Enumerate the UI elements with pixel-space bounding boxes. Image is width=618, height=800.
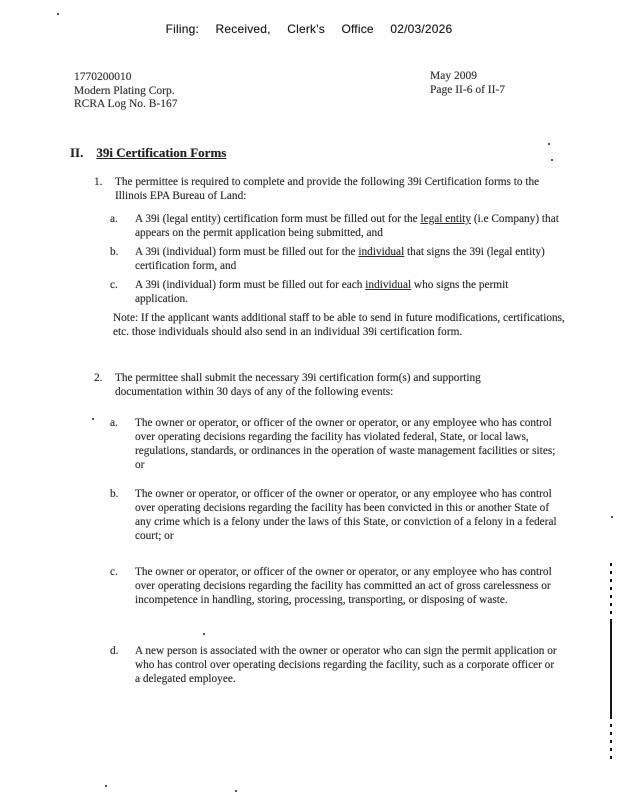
filing-stamp: Filing: Received, Clerk's Office 02/03/2026 <box>165 22 453 36</box>
list-item-1b <box>110 245 562 273</box>
page-number: Page II-6 of II-7 <box>430 83 506 96</box>
company-name: Modern Plating Corp. <box>74 84 175 97</box>
list-item-1b-letter: b. <box>110 246 119 258</box>
scan-speck <box>105 785 107 787</box>
list-item-2a-text: The owner or operator, or officer of the owner or operator, or any employee who has control over operating decisions regarding the facility has violated federal, State, or local laws, regulations, standards, or ordinances in the operation of waste management facilities or sites; or <box>135 417 556 471</box>
rcra-log-number: RCRA Log No. B-167 <box>74 98 178 110</box>
list-item-2a <box>110 416 562 472</box>
scan-speck <box>235 790 237 792</box>
list-item-2c <box>110 565 562 607</box>
list-item-2d-letter: d. <box>110 645 119 657</box>
list-item-1a-text: A 39i (legal entity) certification form must be filled out for the legal entity (i.e Company) that appears on the permit application being submitted, and <box>135 213 559 239</box>
list-item-1a <box>110 212 562 240</box>
section-title: 39i Certification Forms <box>96 145 227 160</box>
list-item-2 <box>94 371 554 399</box>
permit-number: 1770200010 <box>74 71 132 83</box>
list-item-1c-letter: c. <box>110 279 118 291</box>
scan-artifact-line <box>610 563 612 620</box>
list-item-2b-letter: b. <box>110 488 119 500</box>
list-item-1b-text: A 39i (individual) form must be filled out for the individual that signs the 39i (legal entity) certification form, and <box>135 246 545 272</box>
scan-speck <box>92 418 94 420</box>
list-item-1-text: The permittee is required to complete and provide the following 39i Certification forms to the Illinois EPA Bureau of Land: <box>115 176 540 202</box>
list-item-2-text: The permittee shall submit the necessary 39i certification form(s) and supporting documentation within 30 days of any of the following events: <box>115 372 481 398</box>
list-item-1c-text: A 39i (individual) form must be filled out for each individual who signs the permit application. <box>135 279 509 305</box>
list-item-2d-text: A new person is associated with the owner or operator who can sign the permit application or who has control over operating decisions regarding the facility, such as a corporate officer or a delegated employee. <box>135 645 557 685</box>
list-item-2b-text: The owner or operator, or officer of the owner or operator, or any employee who has control over operating decisions regarding the facility has been convicted in this or another State of any crime which is a felony under the laws of this State, or conviction of a felony in a federal court; or <box>135 488 557 542</box>
scan-speck <box>551 159 553 161</box>
scan-speck <box>203 633 205 635</box>
scan-artifact-line <box>610 620 612 716</box>
list-item-2d <box>110 644 562 686</box>
note-paragraph: Note: If the applicant wants additional staff to be able to send in future modifications, certifications, etc. those individuals should also send in an individual 39i certification form. <box>113 312 565 338</box>
list-item-1a-letter: a. <box>110 213 118 225</box>
list-item-2c-letter: c. <box>110 566 118 578</box>
section-number: II. <box>70 145 84 160</box>
list-item-1-number: 1. <box>94 176 103 188</box>
scan-speck <box>548 143 550 145</box>
list-item-2a-letter: a. <box>110 417 118 429</box>
header-left-block <box>74 71 178 112</box>
scan-speck <box>611 516 613 518</box>
list-item-1c <box>110 278 562 306</box>
document-date: May 2009 <box>430 70 477 82</box>
scan-artifact-line <box>610 716 612 762</box>
list-item-2-number: 2. <box>94 372 103 384</box>
list-item-2b <box>110 487 562 543</box>
scan-speck <box>57 13 59 15</box>
list-item-2c-text: The owner or operator, or officer of the owner or operator, or any employee who has control over operating decisions regarding the facility has committed an act of gross carelessness or incompetence in handling, storing, processing, transporting, or disposing of waste. <box>135 566 552 606</box>
list-item-1 <box>94 175 572 203</box>
section-heading <box>70 145 226 161</box>
header-right-block <box>430 70 505 97</box>
